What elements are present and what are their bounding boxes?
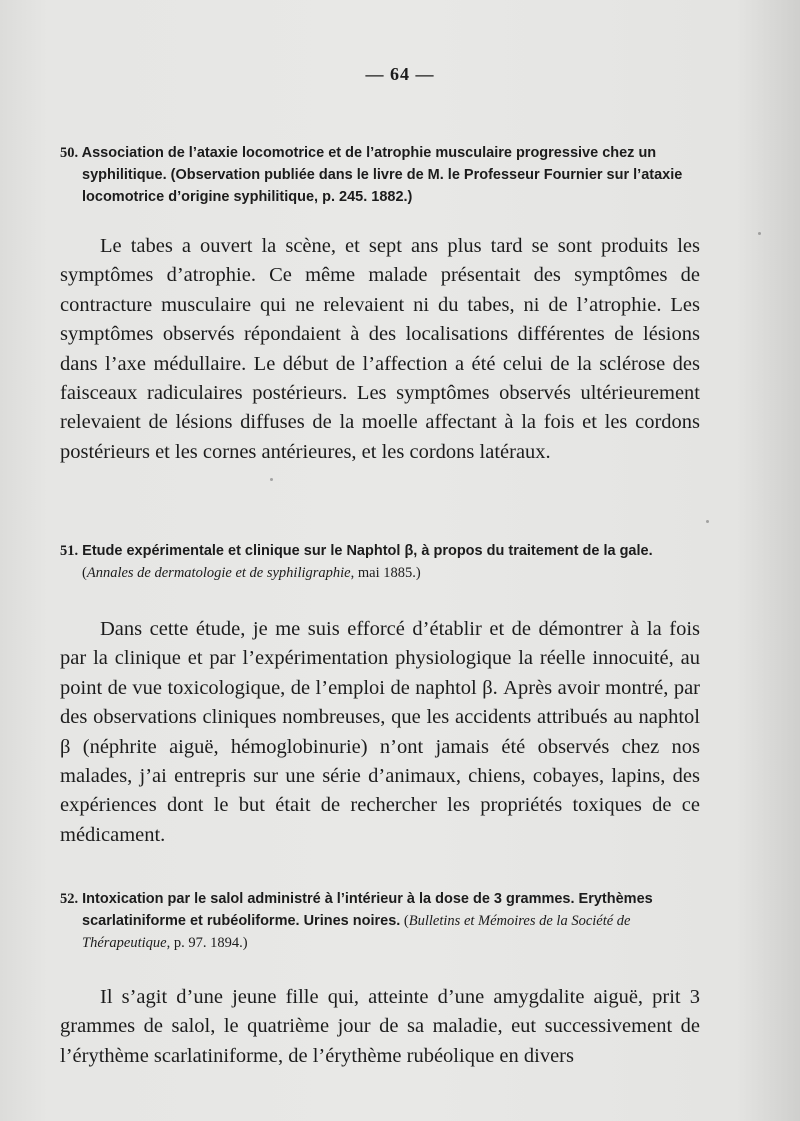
entry-52 bbox=[60, 888, 700, 954]
entry-52-title-continuation: scarlatiniforme et rubéoliforme. Urines noires. (Bulletins et Mémoires de la Société de Thérapeutique, p. 97. 1894.) bbox=[82, 913, 631, 951]
entry-52-summary bbox=[60, 983, 700, 1071]
entry-51-number: 51. bbox=[60, 543, 79, 559]
entry-50-title: Association de l’ataxie locomotrice et de l’atrophie musculaire progressive chez un bbox=[81, 145, 657, 161]
entry-50-number: 50. bbox=[60, 145, 79, 161]
entry-50-summary bbox=[60, 232, 700, 467]
entry-51-heading bbox=[60, 540, 700, 584]
entry-52-heading bbox=[60, 888, 700, 954]
entry-52-title: Intoxication par le salol administré à l’intérieur à la dose de 3 grammes. Erythèmes bbox=[82, 891, 653, 907]
entry-51-title: Etude expérimentale et clinique sur le Naphtol β, à propos du traitement de la gale. bbox=[82, 543, 653, 559]
entry-52-journal: Bulletins et Mémoires de la Société de Thérapeutique bbox=[82, 913, 631, 951]
entry-50-paragraph: Le tabes a ouvert la scène, et sept ans plus tard se sont produits les symptômes d’atrophie. Ce même malade présentait des symptômes de contracture musculaire qui ne relevaient ni du tabes, ni de l’atrophie. Les symptômes observés répondaient à des localisations différentes de lésions dans l’axe médullaire. Le début de l’affection a été celui de la sclérose des faisceaux radiculaires postérieurs. Les symptômes observés ultérieurement relevaient de lésions diffuses de la moelle affectant à la fois et les cordons postérieurs et les cornes antérieures, et les cordons latéraux. bbox=[60, 235, 700, 463]
entry-51-journal: Annales de dermatologie et de syphiligraphie bbox=[86, 565, 351, 581]
scan-speck bbox=[706, 520, 709, 523]
entry-52-paragraph: Il s’agit d’une jeune fille qui, atteinte d’une amygdalite aiguë, prit 3 grammes de salol, le quatrième jour de sa maladie, eut successivement de l’érythème scarlatiniforme, de l’érythème rubéolique en divers bbox=[60, 986, 700, 1067]
entry-52-reference: (Bulletins et Mémoires de la Société de Thérapeutique, p. 97. 1894.) bbox=[82, 913, 631, 951]
entry-51-reference: (Annales de dermatologie et de syphiligraphie, mai 1885.) bbox=[82, 565, 421, 581]
scan-speck bbox=[270, 478, 273, 481]
entry-51-summary bbox=[60, 615, 700, 850]
entry-51-paragraph: Dans cette étude, je me suis efforcé d’établir et de démontrer à la fois par la clinique et par l’expérimentation physiologique la réelle innocuité, au point de vue toxicologique, de l’emploi de naphtol β. Après avoir montré, par des observations cliniques nombreuses, que les accidents attribués au naphtol β (néphrite aiguë, hémoglobinurie) n’ont jamais été observés chez nos malades, j’ai entrepris sur une série d’animaux, chiens, cobayes, lapins, des expériences dont le but était de rechercher les propriétés toxiques de ce médicament. bbox=[60, 618, 700, 846]
entry-50-title-continuation: syphilitique. (Observation publiée dans le livre de M. le Professeur Fournier sur l’ataxie locomotrice d’origine syphilitique, p. 245. 1882.) bbox=[82, 167, 683, 205]
entry-50-heading bbox=[60, 142, 700, 208]
entry-52-number: 52. bbox=[60, 891, 79, 907]
page-number: — 64 — bbox=[365, 64, 435, 84]
entry-51 bbox=[60, 540, 700, 584]
entry-50 bbox=[60, 142, 700, 208]
scan-speck bbox=[758, 232, 761, 235]
